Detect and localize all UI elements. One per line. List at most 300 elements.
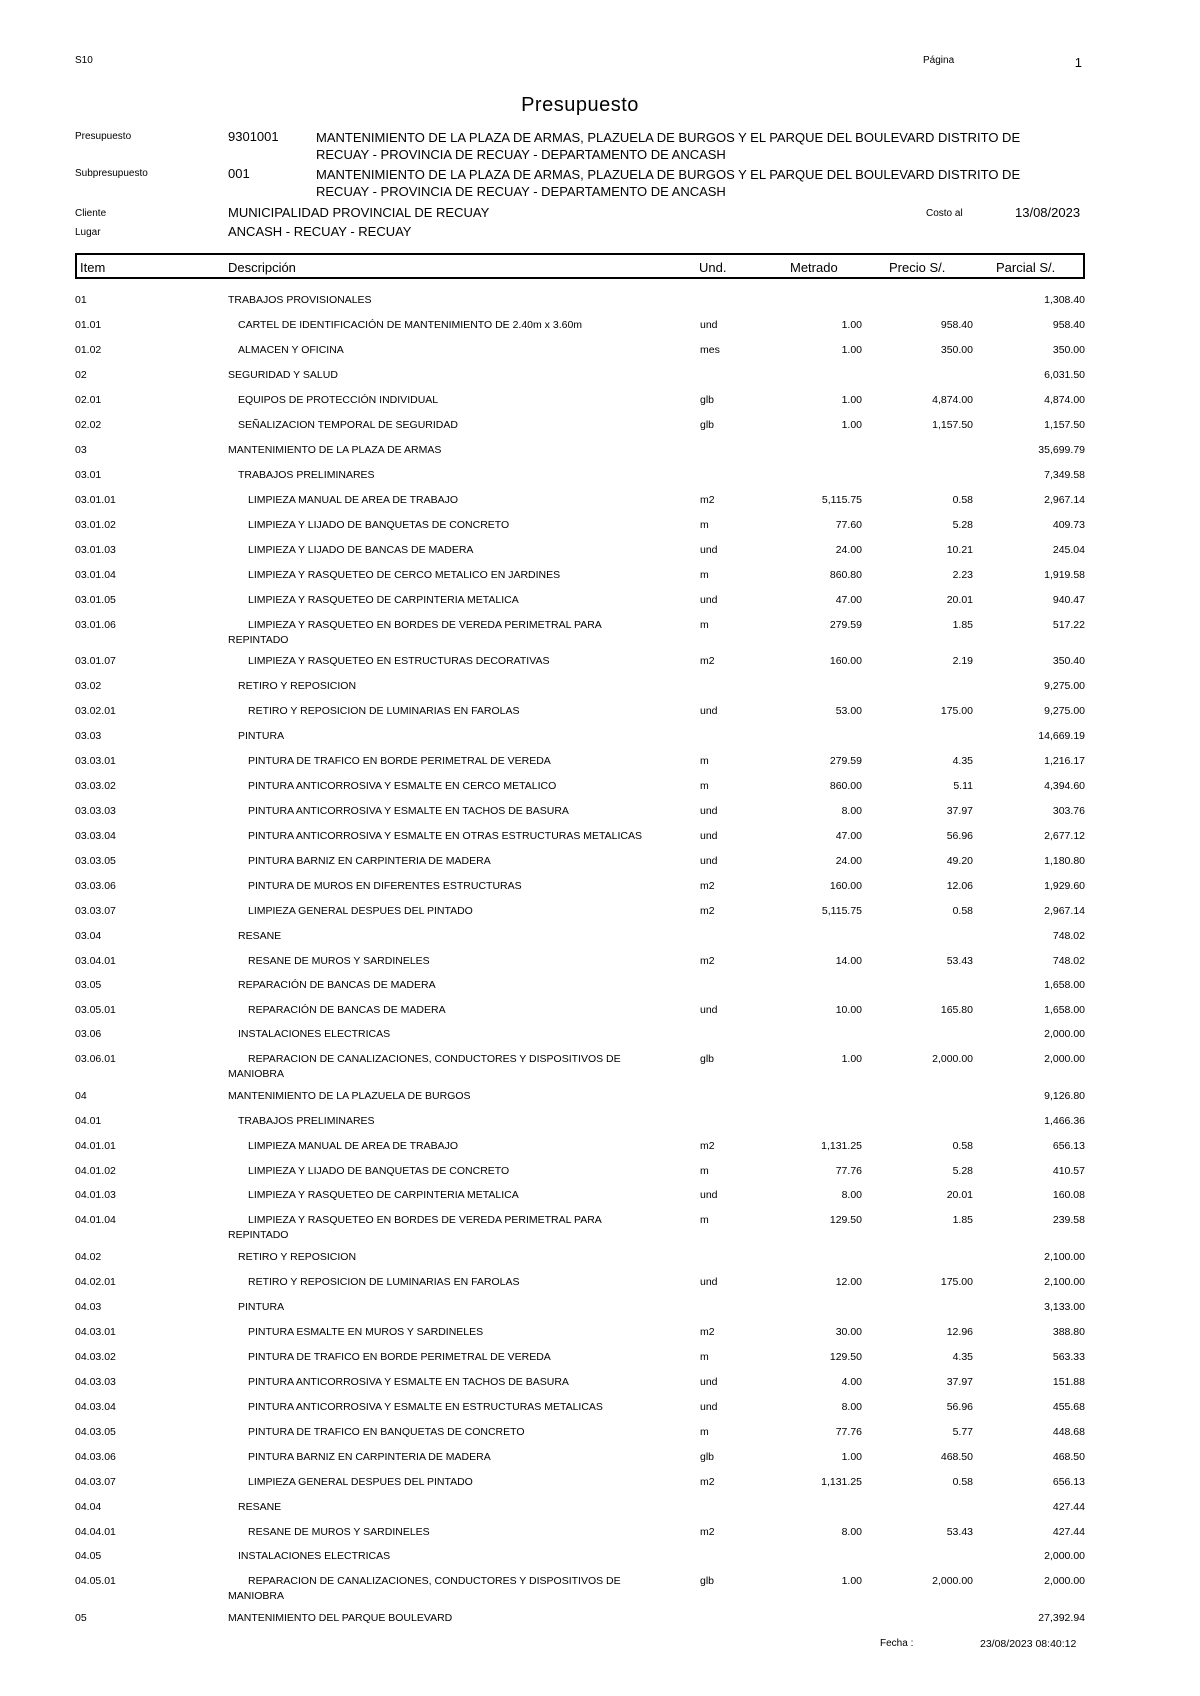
table-row bbox=[0, 1251, 1200, 1275]
cell-desc-continuation: MANIOBRA bbox=[228, 1068, 285, 1080]
cell-metrado: 5,115.75 bbox=[821, 494, 862, 506]
cell-parcial: 656.13 bbox=[1052, 1476, 1085, 1488]
cell-parcial: 1,180.80 bbox=[1044, 855, 1085, 867]
cell-item: 04.03.01 bbox=[75, 1326, 116, 1338]
cell-desc: PINTURA DE TRAFICO EN BORDE PERIMETRAL DE VEREDA bbox=[248, 1351, 551, 1363]
cell-desc: LIMPIEZA Y RASQUETEO EN BORDES DE VEREDA PERIMETRAL PARA bbox=[248, 1214, 602, 1226]
table-row bbox=[0, 1376, 1200, 1400]
cell-metrado: 8.00 bbox=[841, 1189, 862, 1201]
cell-desc: TRABAJOS PRELIMINARES bbox=[238, 469, 375, 481]
cell-und: m bbox=[700, 780, 709, 792]
cell-desc: LIMPIEZA Y LIJADO DE BANQUETAS DE CONCRETO bbox=[248, 1165, 510, 1177]
cell-item: 04.03.02 bbox=[75, 1351, 116, 1363]
cell-metrado: 1,131.25 bbox=[821, 1476, 862, 1488]
cell-und: m bbox=[700, 1426, 709, 1438]
cell-und: und bbox=[700, 1276, 718, 1288]
table-row bbox=[0, 855, 1200, 879]
cell-desc: EQUIPOS DE PROTECCIÓN INDIVIDUAL bbox=[238, 394, 439, 406]
cliente-value: MUNICIPALIDAD PROVINCIAL DE RECUAY bbox=[228, 205, 490, 220]
cell-parcial: 9,126.80 bbox=[1044, 1090, 1085, 1102]
cell-precio: 5.28 bbox=[952, 1165, 973, 1177]
cell-item: 03.05 bbox=[75, 979, 102, 991]
fecha-value: 23/08/2023 08:40:12 bbox=[980, 1638, 1077, 1650]
col-precio: Precio S/. bbox=[889, 260, 946, 275]
cell-parcial: 427.44 bbox=[1052, 1501, 1085, 1513]
table-row bbox=[0, 369, 1200, 393]
cell-item: 03.02.01 bbox=[75, 705, 116, 717]
cell-desc: LIMPIEZA MANUAL DE AREA DE TRABAJO bbox=[248, 1140, 459, 1152]
cell-precio: 4.35 bbox=[952, 755, 973, 767]
cell-precio: 0.58 bbox=[952, 1140, 973, 1152]
table-row bbox=[0, 655, 1200, 679]
cell-und: und bbox=[700, 594, 718, 606]
cell-metrado: 8.00 bbox=[841, 1401, 862, 1413]
cell-desc: REPARACIÓN DE BANCAS DE MADERA bbox=[238, 979, 436, 991]
cell-item: 03.01 bbox=[75, 469, 102, 481]
table-row bbox=[0, 880, 1200, 904]
cell-item: 03.03.04 bbox=[75, 830, 116, 842]
cell-parcial: 350.40 bbox=[1052, 655, 1085, 667]
cell-metrado: 1.00 bbox=[841, 1053, 862, 1065]
cell-metrado: 77.60 bbox=[835, 519, 862, 531]
cell-desc: RESANE DE MUROS Y SARDINELES bbox=[248, 1526, 430, 1538]
cell-desc: RETIRO Y REPOSICION bbox=[238, 680, 357, 692]
table-row bbox=[0, 319, 1200, 343]
cell-desc: LIMPIEZA Y RASQUETEO DE CARPINTERIA METALICA bbox=[248, 1189, 519, 1201]
cell-und: m2 bbox=[700, 905, 715, 917]
cell-precio: 37.97 bbox=[946, 1376, 973, 1388]
cell-und: und bbox=[700, 1189, 718, 1201]
cell-parcial: 9,275.00 bbox=[1044, 680, 1085, 692]
cell-desc: REPARACIÓN DE BANCAS DE MADERA bbox=[248, 1004, 446, 1016]
table-row bbox=[0, 1575, 1200, 1602]
cell-parcial: 468.50 bbox=[1052, 1451, 1085, 1463]
cell-desc: INSTALACIONES ELECTRICAS bbox=[238, 1028, 391, 1040]
cell-parcial: 4,874.00 bbox=[1044, 394, 1085, 406]
cell-item: 03.01.01 bbox=[75, 494, 116, 506]
cell-parcial: 245.04 bbox=[1052, 544, 1085, 556]
page-number: 1 bbox=[1074, 55, 1082, 70]
cell-parcial: 7,349.58 bbox=[1044, 469, 1085, 481]
cell-und: und bbox=[700, 1401, 718, 1413]
cell-desc: CARTEL DE IDENTIFICACIÓN DE MANTENIMIENTO DE 2.40m x 3.60m bbox=[238, 319, 583, 331]
cell-und: glb bbox=[700, 1053, 715, 1065]
cell-item: 03.06.01 bbox=[75, 1053, 116, 1065]
cell-desc: TRABAJOS PRELIMINARES bbox=[238, 1115, 375, 1127]
cell-und: m2 bbox=[700, 1526, 715, 1538]
cell-item: 04.01.02 bbox=[75, 1165, 116, 1177]
table-row bbox=[0, 1053, 1200, 1080]
cell-item: 04.01.04 bbox=[75, 1214, 116, 1226]
cell-desc: PINTURA bbox=[238, 1301, 285, 1313]
cell-desc: PINTURA ANTICORROSIVA Y ESMALTE EN TACHOS DE BASURA bbox=[248, 805, 569, 817]
cell-desc-continuation: REPINTADO bbox=[228, 1229, 289, 1241]
cell-parcial: 958.40 bbox=[1052, 319, 1085, 331]
cell-precio: 175.00 bbox=[940, 1276, 973, 1288]
table-row bbox=[0, 1140, 1200, 1164]
lugar-value: ANCASH - RECUAY - RECUAY bbox=[228, 224, 412, 239]
cell-parcial: 1,216.17 bbox=[1044, 755, 1085, 767]
subpresupuesto-label: Subpresupuesto bbox=[75, 168, 148, 179]
cell-parcial: 1,919.58 bbox=[1044, 569, 1085, 581]
cell-metrado: 160.00 bbox=[829, 880, 862, 892]
cell-parcial: 448.68 bbox=[1052, 1426, 1085, 1438]
cell-parcial: 748.02 bbox=[1052, 930, 1085, 942]
cell-item: 01.01 bbox=[75, 319, 102, 331]
cell-parcial: 410.57 bbox=[1052, 1165, 1085, 1177]
cell-und: m bbox=[700, 755, 709, 767]
cell-precio: 2,000.00 bbox=[932, 1053, 973, 1065]
cell-metrado: 8.00 bbox=[841, 805, 862, 817]
cell-precio: 10.21 bbox=[946, 544, 973, 556]
cell-desc: RETIRO Y REPOSICION bbox=[238, 1251, 357, 1263]
cell-item: 03.03.02 bbox=[75, 780, 116, 792]
page-label: Página bbox=[923, 55, 955, 66]
table-row bbox=[0, 519, 1200, 543]
cell-desc: LIMPIEZA MANUAL DE AREA DE TRABAJO bbox=[248, 494, 459, 506]
lugar-label: Lugar bbox=[75, 227, 101, 238]
table-row bbox=[0, 1476, 1200, 1500]
cell-desc: ALMACEN Y OFICINA bbox=[238, 344, 344, 356]
table-row bbox=[0, 419, 1200, 443]
cell-und: m2 bbox=[700, 880, 715, 892]
cell-desc: REPARACION DE CANALIZACIONES, CONDUCTORES Y DISPOSITIVOS DE bbox=[248, 1575, 621, 1587]
table-row bbox=[0, 544, 1200, 568]
table-row bbox=[0, 1028, 1200, 1052]
table-row bbox=[0, 780, 1200, 804]
cell-precio: 2,000.00 bbox=[932, 1575, 973, 1587]
table-row bbox=[0, 1451, 1200, 1475]
table-row bbox=[0, 830, 1200, 854]
cell-precio: 175.00 bbox=[940, 705, 973, 717]
cell-und: und bbox=[700, 855, 718, 867]
cell-und: m bbox=[700, 619, 709, 631]
cell-desc: LIMPIEZA Y LIJADO DE BANCAS DE MADERA bbox=[248, 544, 474, 556]
cell-precio: 56.96 bbox=[946, 1401, 973, 1413]
cell-und: und bbox=[700, 705, 718, 717]
cell-desc: MANTENIMIENTO DE LA PLAZUELA DE BURGOS bbox=[228, 1090, 471, 1102]
cell-parcial: 1,157.50 bbox=[1044, 419, 1085, 431]
cell-parcial: 303.76 bbox=[1052, 805, 1085, 817]
cell-parcial: 2,000.00 bbox=[1044, 1028, 1085, 1040]
cell-item: 03.01.04 bbox=[75, 569, 116, 581]
cell-metrado: 1.00 bbox=[841, 419, 862, 431]
cell-metrado: 160.00 bbox=[829, 655, 862, 667]
cell-metrado: 8.00 bbox=[841, 1526, 862, 1538]
cell-und: m bbox=[700, 1214, 709, 1226]
cell-parcial: 1,658.00 bbox=[1044, 979, 1085, 991]
cell-item: 04.05 bbox=[75, 1550, 102, 1562]
col-parcial: Parcial S/. bbox=[996, 260, 1056, 275]
cell-item: 03.05.01 bbox=[75, 1004, 116, 1016]
cell-und: und bbox=[700, 544, 718, 556]
cell-metrado: 1.00 bbox=[841, 1451, 862, 1463]
cell-item: 03.03 bbox=[75, 730, 102, 742]
cell-parcial: 748.02 bbox=[1052, 955, 1085, 967]
subpresupuesto-code: 001 bbox=[228, 166, 250, 181]
table-row bbox=[0, 1426, 1200, 1450]
cell-desc: LIMPIEZA Y RASQUETEO DE CARPINTERIA METALICA bbox=[248, 594, 519, 606]
cell-precio: 56.96 bbox=[946, 830, 973, 842]
cell-desc: PINTURA ESMALTE EN MUROS Y SARDINELES bbox=[248, 1326, 484, 1338]
table-row bbox=[0, 905, 1200, 929]
cell-und: m2 bbox=[700, 1326, 715, 1338]
cell-desc: PINTURA BARNIZ EN CARPINTERIA DE MADERA bbox=[248, 855, 491, 867]
cell-parcial: 2,677.12 bbox=[1044, 830, 1085, 842]
table-row bbox=[0, 294, 1200, 318]
cell-parcial: 6,031.50 bbox=[1044, 369, 1085, 381]
cell-und: glb bbox=[700, 419, 715, 431]
cell-metrado: 1.00 bbox=[841, 344, 862, 356]
cell-desc: RETIRO Y REPOSICION DE LUMINARIAS EN FAROLAS bbox=[248, 705, 520, 717]
cell-metrado: 860.80 bbox=[829, 569, 862, 581]
table-row bbox=[0, 444, 1200, 468]
presupuesto-code: 9301001 bbox=[228, 129, 279, 144]
cell-metrado: 129.50 bbox=[829, 1214, 862, 1226]
cell-desc: PINTURA ANTICORROSIVA Y ESMALTE EN OTRAS ESTRUCTURAS METALICAS bbox=[248, 830, 643, 842]
table-header bbox=[75, 253, 1085, 279]
cell-item: 03.02 bbox=[75, 680, 102, 692]
cell-parcial: 1,466.36 bbox=[1044, 1115, 1085, 1127]
cell-precio: 2.23 bbox=[952, 569, 973, 581]
report-code: S10 bbox=[75, 55, 93, 66]
cell-item: 02 bbox=[75, 369, 87, 381]
cell-precio: 2.19 bbox=[952, 655, 973, 667]
table-row bbox=[0, 730, 1200, 754]
cell-precio: 4,874.00 bbox=[932, 394, 973, 406]
cell-und: m bbox=[700, 569, 709, 581]
cell-precio: 350.00 bbox=[940, 344, 973, 356]
cell-desc: RESANE bbox=[238, 930, 282, 942]
cell-desc: INSTALACIONES ELECTRICAS bbox=[238, 1550, 391, 1562]
cell-metrado: 12.00 bbox=[835, 1276, 862, 1288]
cell-item: 04.04.01 bbox=[75, 1526, 116, 1538]
col-description: Descripción bbox=[228, 260, 296, 275]
cell-parcial: 160.08 bbox=[1052, 1189, 1085, 1201]
cell-parcial: 3,133.00 bbox=[1044, 1301, 1085, 1313]
cell-precio: 37.97 bbox=[946, 805, 973, 817]
cell-precio: 20.01 bbox=[946, 1189, 973, 1201]
cell-item: 04 bbox=[75, 1090, 87, 1102]
cell-item: 03.03.03 bbox=[75, 805, 116, 817]
cell-item: 03.01.06 bbox=[75, 619, 116, 631]
table-row bbox=[0, 1115, 1200, 1139]
cell-parcial: 1,929.60 bbox=[1044, 880, 1085, 892]
cell-item: 05 bbox=[75, 1612, 87, 1624]
cell-item: 04.02.01 bbox=[75, 1276, 116, 1288]
table-row bbox=[0, 1214, 1200, 1241]
cell-und: mes bbox=[700, 344, 720, 356]
cell-metrado: 279.59 bbox=[829, 619, 862, 631]
cell-precio: 12.96 bbox=[946, 1326, 973, 1338]
cell-precio: 0.58 bbox=[952, 905, 973, 917]
cell-metrado: 47.00 bbox=[835, 594, 862, 606]
cell-metrado: 5,115.75 bbox=[821, 905, 862, 917]
cell-parcial: 2,967.14 bbox=[1044, 905, 1085, 917]
cell-item: 04.01.03 bbox=[75, 1189, 116, 1201]
cell-item: 04.03.03 bbox=[75, 1376, 116, 1388]
table-row bbox=[0, 569, 1200, 593]
cell-parcial: 409.73 bbox=[1052, 519, 1085, 531]
col-item: Item bbox=[80, 260, 106, 275]
cell-item: 03.03.07 bbox=[75, 905, 116, 917]
cell-precio: 12.06 bbox=[946, 880, 973, 892]
cell-item: 04.03 bbox=[75, 1301, 102, 1313]
cell-und: m2 bbox=[700, 655, 715, 667]
cell-precio: 1.85 bbox=[952, 619, 973, 631]
cell-item: 04.02 bbox=[75, 1251, 102, 1263]
cell-desc: LIMPIEZA GENERAL DESPUES DEL PINTADO bbox=[248, 1476, 473, 1488]
cell-metrado: 24.00 bbox=[835, 544, 862, 556]
col-unit: Und. bbox=[699, 260, 727, 275]
cell-desc: REPARACION DE CANALIZACIONES, CONDUCTORES Y DISPOSITIVOS DE bbox=[248, 1053, 621, 1065]
cell-parcial: 2,100.00 bbox=[1044, 1251, 1085, 1263]
cell-parcial: 455.68 bbox=[1052, 1401, 1085, 1413]
cell-item: 03 bbox=[75, 444, 87, 456]
cell-item: 01 bbox=[75, 294, 87, 306]
table-row bbox=[0, 1326, 1200, 1350]
cell-desc: PINTURA DE MUROS EN DIFERENTES ESTRUCTURAS bbox=[248, 880, 522, 892]
cell-metrado: 1.00 bbox=[841, 394, 862, 406]
costo-label: Costo al bbox=[926, 208, 963, 219]
cell-parcial: 940.47 bbox=[1052, 594, 1085, 606]
cell-precio: 0.58 bbox=[952, 494, 973, 506]
cell-und: glb bbox=[700, 1451, 715, 1463]
cell-parcial: 2,000.00 bbox=[1044, 1053, 1085, 1065]
cell-parcial: 239.58 bbox=[1052, 1214, 1085, 1226]
cell-precio: 0.58 bbox=[952, 1476, 973, 1488]
cell-parcial: 427.44 bbox=[1052, 1526, 1085, 1538]
cell-metrado: 77.76 bbox=[835, 1165, 862, 1177]
table-row bbox=[0, 1165, 1200, 1189]
cell-metrado: 47.00 bbox=[835, 830, 862, 842]
cell-parcial: 14,669.19 bbox=[1038, 730, 1085, 742]
cell-metrado: 1.00 bbox=[841, 1575, 862, 1587]
cell-metrado: 24.00 bbox=[835, 855, 862, 867]
cell-und: m bbox=[700, 1165, 709, 1177]
cell-item: 04.03.06 bbox=[75, 1451, 116, 1463]
cell-desc: PINTURA BARNIZ EN CARPINTERIA DE MADERA bbox=[248, 1451, 491, 1463]
cell-desc-continuation: MANIOBRA bbox=[228, 1590, 285, 1602]
cell-precio: 20.01 bbox=[946, 594, 973, 606]
cell-desc: MANTENIMIENTO DEL PARQUE BOULEVARD bbox=[228, 1612, 453, 1624]
cell-desc: LIMPIEZA Y RASQUETEO EN BORDES DE VEREDA PERIMETRAL PARA bbox=[248, 619, 602, 631]
cell-desc: LIMPIEZA Y RASQUETEO EN ESTRUCTURAS DECORATIVAS bbox=[248, 655, 550, 667]
cell-item: 02.02 bbox=[75, 419, 102, 431]
cell-desc: LIMPIEZA Y RASQUETEO DE CERCO METALICO EN JARDINES bbox=[248, 569, 561, 581]
fecha-label: Fecha : bbox=[880, 1638, 914, 1649]
cell-und: glb bbox=[700, 1575, 715, 1587]
cell-item: 04.05.01 bbox=[75, 1575, 116, 1587]
cell-desc: LIMPIEZA GENERAL DESPUES DEL PINTADO bbox=[248, 905, 473, 917]
cell-item: 04.03.04 bbox=[75, 1401, 116, 1413]
col-metrado: Metrado bbox=[790, 260, 838, 275]
cell-und: m2 bbox=[700, 955, 715, 967]
cell-metrado: 279.59 bbox=[829, 755, 862, 767]
cell-desc: RESANE DE MUROS Y SARDINELES bbox=[248, 955, 430, 967]
table-row bbox=[0, 930, 1200, 954]
cell-item: 04.03.05 bbox=[75, 1426, 116, 1438]
cell-precio: 165.80 bbox=[940, 1004, 973, 1016]
page-title: Presupuesto bbox=[521, 94, 639, 116]
table-row bbox=[0, 755, 1200, 779]
cell-precio: 958.40 bbox=[940, 319, 973, 331]
cell-desc: PINTURA bbox=[238, 730, 285, 742]
cell-und: und bbox=[700, 1376, 718, 1388]
cell-desc: RETIRO Y REPOSICION DE LUMINARIAS EN FAROLAS bbox=[248, 1276, 520, 1288]
cell-desc: SEÑALIZACION TEMPORAL DE SEGURIDAD bbox=[238, 419, 458, 431]
cell-parcial: 27,392.94 bbox=[1038, 1612, 1085, 1624]
cell-precio: 53.43 bbox=[946, 955, 973, 967]
cell-parcial: 2,000.00 bbox=[1044, 1575, 1085, 1587]
table-row bbox=[0, 1090, 1200, 1114]
cell-item: 01.02 bbox=[75, 344, 102, 356]
table-row bbox=[0, 594, 1200, 618]
cell-item: 04.03.07 bbox=[75, 1476, 116, 1488]
table-row bbox=[0, 494, 1200, 518]
cell-item: 04.01.01 bbox=[75, 1140, 116, 1152]
cell-item: 04.01 bbox=[75, 1115, 102, 1127]
cell-metrado: 77.76 bbox=[835, 1426, 862, 1438]
cell-metrado: 1.00 bbox=[841, 319, 862, 331]
cell-und: m bbox=[700, 519, 709, 531]
cell-metrado: 53.00 bbox=[835, 705, 862, 717]
cell-metrado: 30.00 bbox=[835, 1326, 862, 1338]
table-row bbox=[0, 1612, 1200, 1636]
cell-parcial: 1,658.00 bbox=[1044, 1004, 1085, 1016]
cell-desc: MANTENIMIENTO DE LA PLAZA DE ARMAS bbox=[228, 444, 442, 456]
table-row bbox=[0, 1550, 1200, 1574]
cell-precio: 5.11 bbox=[953, 780, 973, 792]
table-row bbox=[0, 394, 1200, 418]
table-row bbox=[0, 705, 1200, 729]
cell-und: und bbox=[700, 805, 718, 817]
table-row bbox=[0, 1501, 1200, 1525]
cell-item: 03.04 bbox=[75, 930, 102, 942]
cell-und: m bbox=[700, 1351, 709, 1363]
cell-und: m2 bbox=[700, 494, 715, 506]
table-row bbox=[0, 344, 1200, 368]
cliente-label: Cliente bbox=[75, 208, 107, 219]
cell-item: 03.01.03 bbox=[75, 544, 116, 556]
cell-metrado: 860.00 bbox=[829, 780, 862, 792]
table-row bbox=[0, 1301, 1200, 1325]
cell-precio: 1.85 bbox=[952, 1214, 973, 1226]
cell-precio: 1,157.50 bbox=[932, 419, 973, 431]
table-row bbox=[0, 805, 1200, 829]
cell-parcial: 656.13 bbox=[1052, 1140, 1085, 1152]
cell-und: und bbox=[700, 830, 718, 842]
cell-parcial: 2,000.00 bbox=[1044, 1550, 1085, 1562]
cell-precio: 5.77 bbox=[952, 1426, 973, 1438]
table-row bbox=[0, 979, 1200, 1003]
cell-parcial: 2,967.14 bbox=[1044, 494, 1085, 506]
cell-parcial: 563.33 bbox=[1052, 1351, 1085, 1363]
cell-item: 03.01.05 bbox=[75, 594, 116, 606]
cell-parcial: 388.80 bbox=[1052, 1326, 1085, 1338]
cell-metrado: 14.00 bbox=[835, 955, 862, 967]
cell-precio: 468.50 bbox=[940, 1451, 973, 1463]
cell-desc: LIMPIEZA Y LIJADO DE BANQUETAS DE CONCRETO bbox=[248, 519, 510, 531]
cell-parcial: 35,699.79 bbox=[1038, 444, 1085, 456]
cell-desc: PINTURA ANTICORROSIVA Y ESMALTE EN CERCO METALICO bbox=[248, 780, 557, 792]
cell-item: 03.03.05 bbox=[75, 855, 116, 867]
cell-desc: TRABAJOS PROVISIONALES bbox=[228, 294, 372, 306]
cell-parcial: 350.00 bbox=[1052, 344, 1085, 356]
table-row bbox=[0, 1401, 1200, 1425]
cell-desc: PINTURA ANTICORROSIVA Y ESMALTE EN TACHOS DE BASURA bbox=[248, 1376, 569, 1388]
cell-parcial: 9,275.00 bbox=[1044, 705, 1085, 717]
